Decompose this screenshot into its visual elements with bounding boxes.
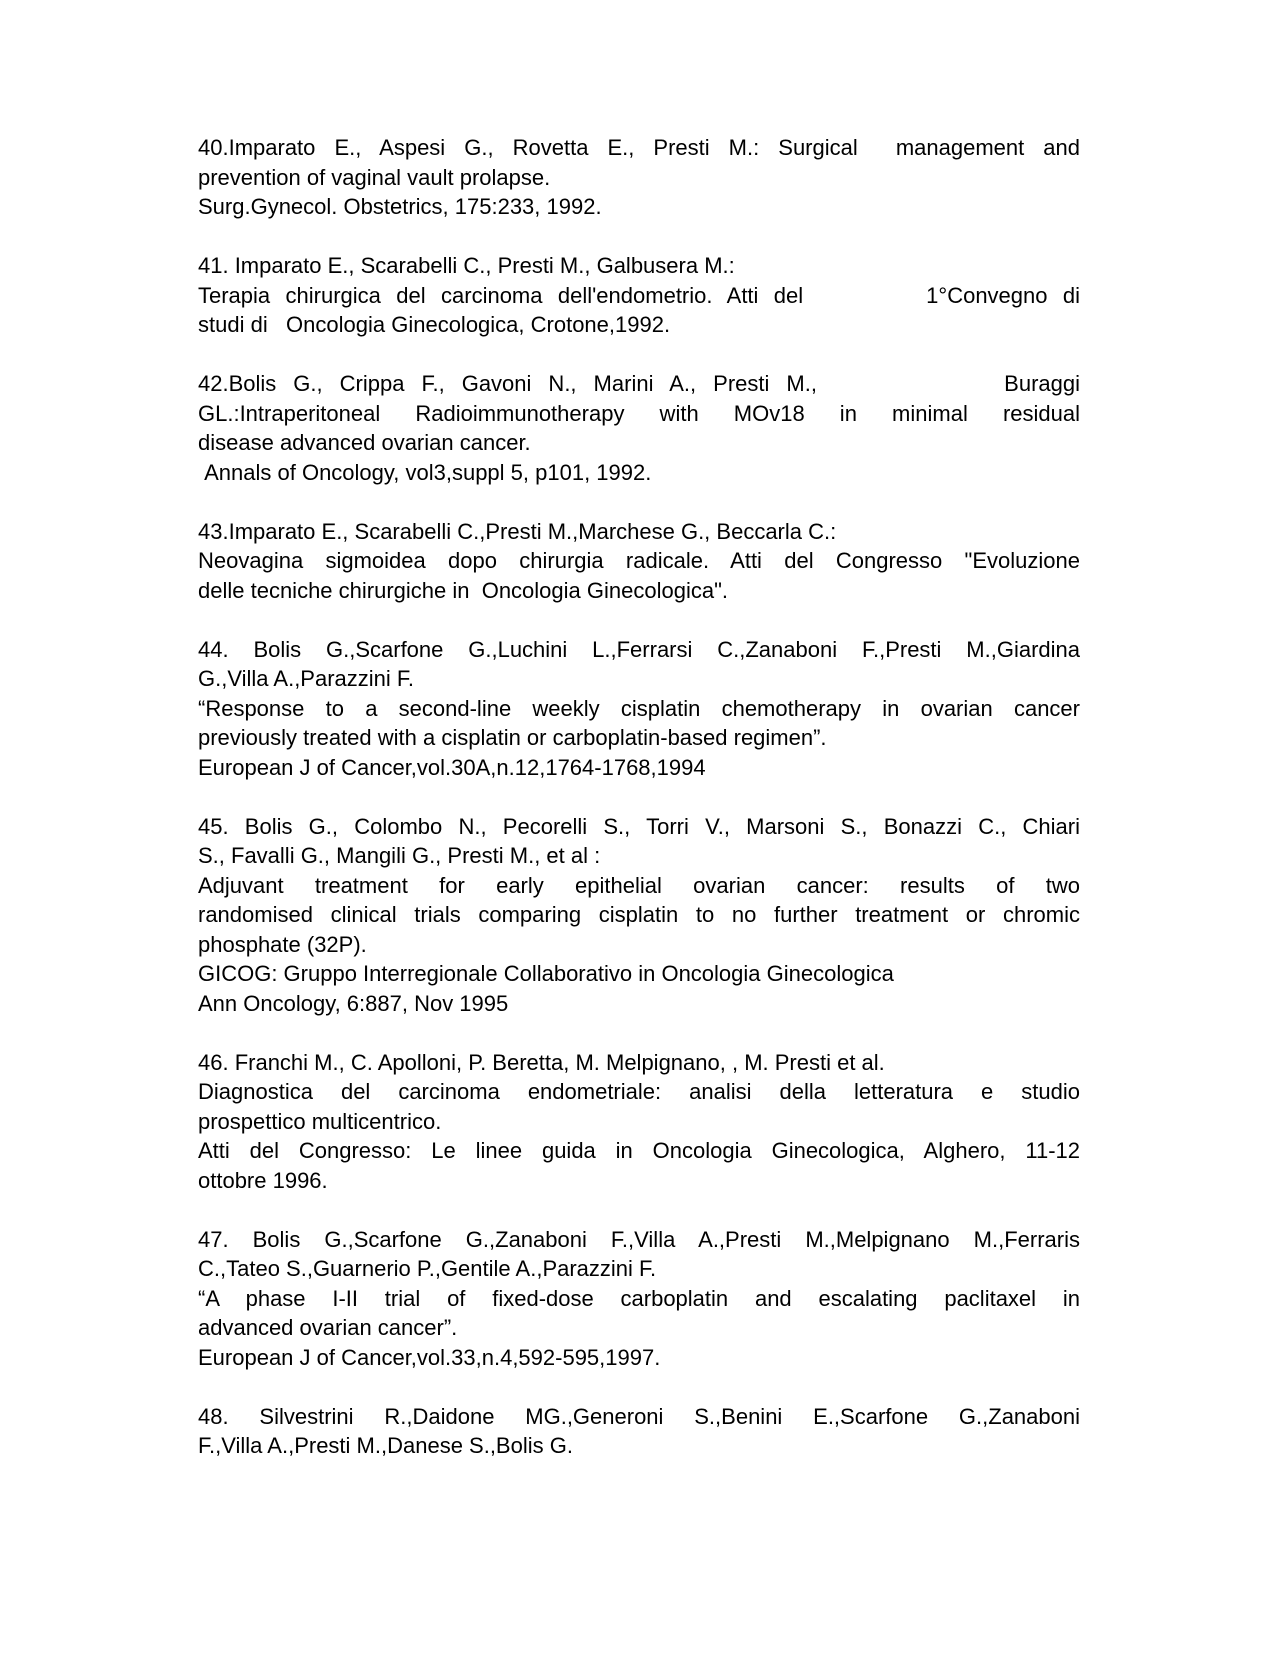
reference-entry-45 <box>198 812 1080 1019</box>
reference-40-line-3: Surg.Gynecol. Obstetrics, 175:233, 1992. <box>198 194 602 219</box>
reference-42-line-2: GL.:Intraperitoneal Radioimmunotherapy with MOv18 in minimal residual <box>198 400 1080 426</box>
reference-41-line-2: Terapia chirurgica del carcinoma dell'endometrio. Atti del 1°Convegno di <box>198 282 1080 308</box>
reference-45-line-3: Adjuvant treatment for early epithelial ovarian cancer: results of two <box>198 872 1080 898</box>
reference-43-line-2: Neovagina sigmoidea dopo chirurgia radicale. Atti del Congresso "Evoluzione <box>198 548 1080 573</box>
reference-entry-42 <box>198 369 1080 487</box>
reference-46-line-4: Atti del Congresso: Le linee guida in Oncologia Ginecologica, Alghero, 11-12 <box>198 1138 1080 1163</box>
reference-46-line-1: 46. Franchi M., C. Apolloni, P. Beretta, M. Melpignano, , M. Presti et al. <box>198 1049 885 1075</box>
reference-entry-40 <box>198 133 1080 222</box>
reference-44-line-5: European J of Cancer,vol.30A,n.12,1764-1768,1994 <box>198 754 706 780</box>
reference-entry-46 <box>198 1048 1080 1196</box>
reference-48-line-2: F.,Villa A.,Presti M.,Danese S.,Bolis G. <box>198 1433 573 1458</box>
reference-46-line-5: ottobre 1996. <box>198 1167 328 1193</box>
reference-40-line-1: 40.Imparato E., Aspesi G., Rovetta E., Presti M.: Surgical management and <box>198 135 1080 160</box>
reference-entry-41 <box>198 251 1080 340</box>
reference-47-line-3: “A phase I-II trial of fixed-dose carboplatin and escalating paclitaxel in <box>198 1285 1080 1311</box>
reference-40-line-2: prevention of vaginal vault prolapse. <box>198 164 551 190</box>
reference-42-line-1: 42.Bolis G., Crippa F., Gavoni N., Marini A., Presti M., Buraggi <box>198 371 1080 396</box>
reference-45-line-1: 45. Bolis G., Colombo N., Pecorelli S., Torri V., Marsoni S., Bonazzi C., Chiari <box>198 813 1080 839</box>
reference-46-line-2: Diagnostica del carcinoma endometriale: analisi della letteratura e studio <box>198 1079 1080 1104</box>
reference-41-line-1: 41. Imparato E., Scarabelli C., Presti M., Galbusera M.: <box>198 253 735 278</box>
reference-entry-43 <box>198 517 1080 606</box>
reference-45-line-6: GICOG: Gruppo Interregionale Collaborativo in Oncologia Ginecologica <box>198 961 894 986</box>
reference-41-line-3: studi di Oncologia Ginecologica, Crotone,1992. <box>198 312 671 337</box>
reference-46-line-3: prospettico multicentrico. <box>198 1108 442 1134</box>
reference-47-line-4: advanced ovarian cancer”. <box>198 1315 458 1340</box>
reference-45-line-7: Ann Oncology, 6:887, Nov 1995 <box>198 990 509 1016</box>
reference-43-line-1: 43.Imparato E., Scarabelli C.,Presti M.,Marchese G., Beccarla C.: <box>198 518 837 544</box>
reference-47-line-5: European J of Cancer,vol.33,n.4,592-595,1997. <box>198 1344 661 1370</box>
reference-44-line-1: 44. Bolis G.,Scarfone G.,Luchini L.,Ferrarsi C.,Zanaboni F.,Presti M.,Giardina <box>198 636 1080 662</box>
reference-45-line-5: phosphate (32P). <box>198 931 367 957</box>
reference-44-line-3: “Response to a second-line weekly cisplatin chemotherapy in ovarian cancer <box>198 695 1080 721</box>
reference-47-line-1: 47. Bolis G.,Scarfone G.,Zanaboni F.,Villa A.,Presti M.,Melpignano M.,Ferraris <box>198 1226 1080 1252</box>
references-list <box>198 133 1080 1461</box>
reference-42-line-3: disease advanced ovarian cancer. <box>198 430 531 455</box>
reference-43-line-3: delle tecniche chirurgiche in Oncologia Ginecologica". <box>198 577 728 603</box>
reference-entry-44 <box>198 635 1080 783</box>
reference-42-line-4: Annals of Oncology, vol3,suppl 5, p101, 1992. <box>198 459 652 485</box>
reference-48-line-1: 48. Silvestrini R.,Daidone MG.,Generoni S.,Benini E.,Scarfone G.,Zanaboni <box>198 1403 1080 1429</box>
reference-47-line-2: C.,Tateo S.,Guarnerio P.,Gentile A.,Parazzini F. <box>198 1256 657 1281</box>
reference-entry-47 <box>198 1225 1080 1373</box>
reference-44-line-4: previously treated with a cisplatin or carboplatin-based regimen”. <box>198 725 827 750</box>
reference-44-line-2: G.,Villa A.,Parazzini F. <box>198 666 415 691</box>
reference-45-line-4: randomised clinical trials comparing cisplatin to no further treatment or chromic <box>198 902 1080 927</box>
reference-entry-48 <box>198 1402 1080 1461</box>
reference-45-line-2: S., Favalli G., Mangili G., Presti M., et al : <box>198 843 601 868</box>
